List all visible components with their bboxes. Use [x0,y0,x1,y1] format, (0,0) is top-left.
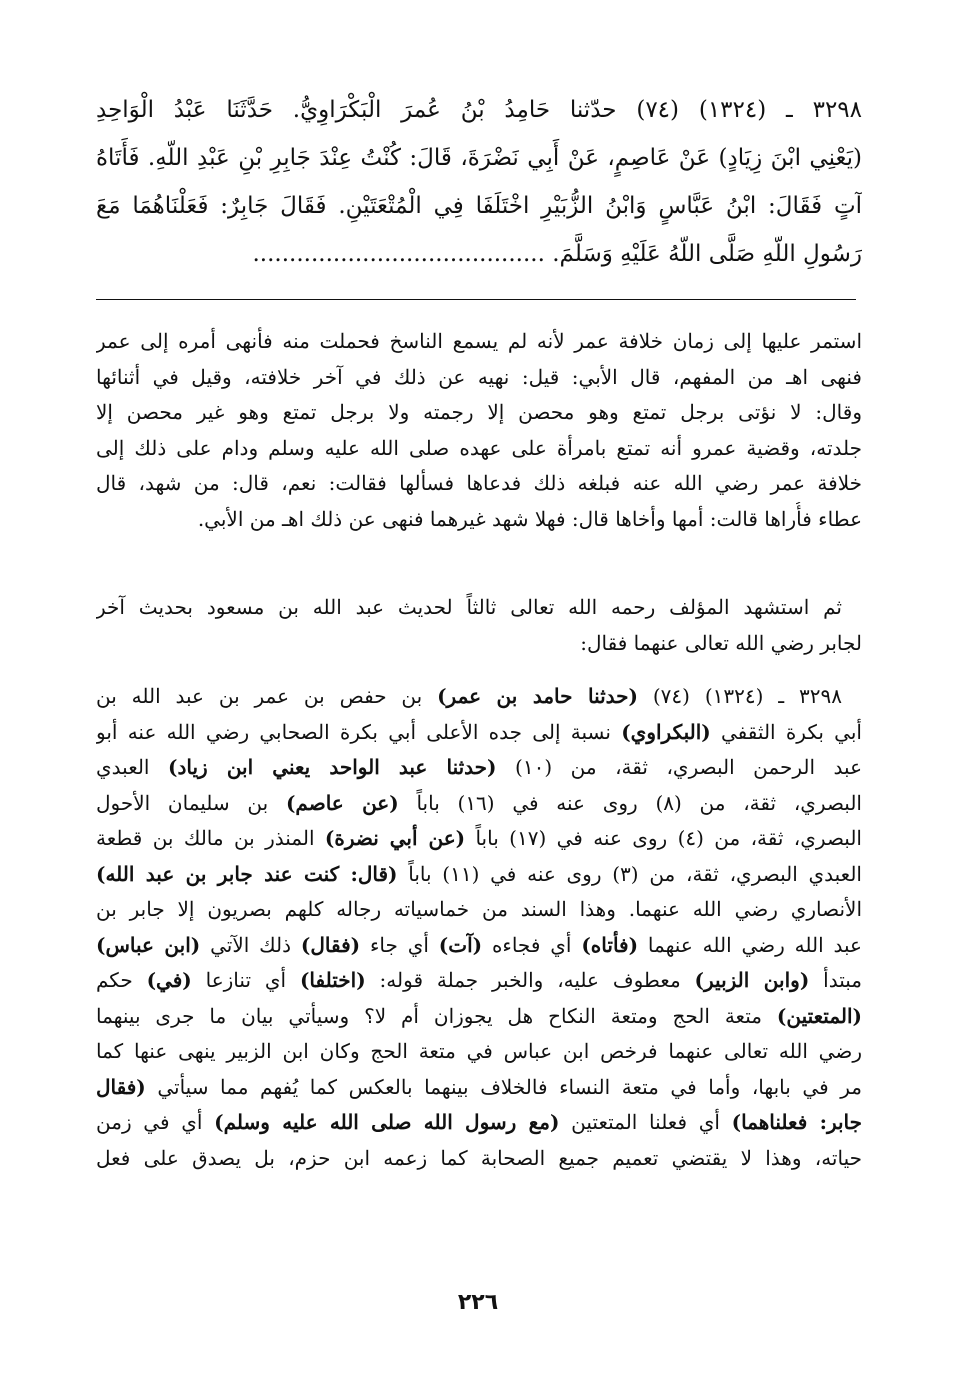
commentary-paragraph-3 [96,679,862,1176]
commentary-line [96,963,862,999]
text-run: البصري، ثقة، من (٨) روى عنه في (١٦) باباً [398,790,862,815]
commentary-line [96,679,862,715]
bold-quote: (مع رسول الله صلى الله عليه وسلم) [214,1110,560,1134]
text-run: معطوف عليه، والخبر جملة قوله: [365,968,695,992]
text-run: مر في بابها، وأما في متعة النساء فالخلاف بينهما بالعكس كما يُفهم مما سيأتي [145,1074,862,1099]
hadith-continuation-dots: ........................................ [252,241,545,267]
hadith-line [96,230,862,278]
bold-quote: (البكراوي) [621,719,711,744]
commentary-line [96,1141,862,1177]
text-run: أي جاء [360,932,439,957]
text-run: عبد الله رضي الله عنهما [638,932,862,957]
bold-quote: (فأتاه) [581,932,639,957]
bold-quote: (حدثنا عبد الواحد يعني ابن زياد) [168,755,497,779]
text-run: أي في زمن [96,1110,215,1134]
commentary-line [96,857,862,893]
commentary-line: استمر عليها إلى زمان خلافة عمر لأنه لم يسمع الناسخ فحملت منه فأنهى أمره إلى عمر [96,329,862,353]
commentary-line: عطاء فأُراها قالت: أمها وأخاها قال: فهلا شهد غيرهما فنهى عن ذلك اهـ من الأبي. [197,506,862,531]
bold-quote: (حدثنا حامد بن عمر) [437,684,638,708]
commentary-line: وقال: لا نؤتى برجل تمتع وهو محصن إلا رجمته ولا برجل تمتع وهو غير محصن إلا [96,400,862,424]
commentary-paragraph-1 [96,324,862,537]
text-run: أي فعلنا المتعتين [559,1110,732,1134]
bold-quote: (عن أبي نضرة) [324,826,466,850]
commentary-line [96,821,862,857]
bold-quote: (في) [146,968,192,992]
bold-quote: (آت) [438,932,483,957]
commentary-line: لجابر رضي الله تعالى عنهما فقال: [580,630,862,655]
text-run: حياته، وهذا لا يقتضي تعميم جميع الصحابة كما زعمه ابن حزم، بل يصدق على فعل [96,1145,862,1170]
commentary-paragraph-2 [96,590,862,661]
commentary-line [96,786,862,822]
bold-quote: (فقال) [300,932,361,957]
text-run: العبدي البصري، ثقة، من (٣) روى عنه في (١١) باباً [397,861,862,886]
text-run: أي فجاءه [482,932,582,957]
bold-quote: (فقال [96,1074,146,1099]
text-run: رضي الله تعالى عنهما فرخص ابن عباس في متعة الحج وكان ابن الزبير ينهى عنها كما [96,1039,862,1063]
text-run: مبتدأ [809,968,862,992]
commentary-line [96,715,862,751]
text-run: بن حفص بن عمر بن عبد الله بن [96,684,438,708]
hadith-line: (يَعْنِي ابْنَ زِيَادٍ) عَنْ عَاصِمٍ، عَنْ أَبِي نَضْرَةَ، قَالَ: كُنْتُ عِنْدَ جَابِرِ بْنِ عَبْدِ اللّهِ. فَأَتَاهُ [96,145,862,171]
hadith-line: آتٍ فَقَالَ: ابْنُ عَبَّاسٍ وَابْنُ الزُّبَيْرِ اخْتَلَفَا فِي الْمُتْعَتَيْنِ. فَقَالَ جَابِرٌ: فَعَلْنَاهُمَا مَعَ [96,193,862,219]
text-run: حكم [96,968,147,992]
commentary-line [96,999,862,1035]
commentary-line: ثم استشهد المؤلف رحمه الله تعالى ثالثاً لحديث عبد الله بن مسعود بحديث آخر [96,595,842,619]
commentary-line [96,1105,862,1141]
bold-quote: (اختلفا) [299,968,366,992]
text-run: متعة الحج ومتعة النكاح هل يجوزان أم لا؟ وسيأتي بيان ما جرى بينهما [96,1003,777,1028]
footnote-divider [96,299,856,300]
text-run: البصري، ثقة، من (٤) روى عنه في (١٧) باباً [465,826,862,850]
commentary-line: خلافة عمر رضي الله عنه فبلغه ذلك فدعاها فسألها فقالت: نعم، قال: من شهد، قال [96,471,862,495]
bold-quote: (قال: كنت عند جابر بن عبد الله) [96,861,398,886]
bold-quote: (ابن عباس) [96,932,201,957]
bold-quote: (وابن الزبير) [694,968,810,992]
text-run: ٣٢٩٨ ـ (١٣٢٤) (٧٤) [638,684,842,708]
text-run: العبدي [96,755,169,779]
page-number: ٢٢٦ [457,1290,499,1315]
commentary-line [96,892,862,928]
text-run: أبي بكرة الثقفي [710,719,862,744]
hadith-text [96,86,862,278]
commentary-line [96,1070,862,1106]
commentary-line: فنهى اهـ من المفهم، قال الأبي: قيل: نهيه عن ذلك في آخر خلافته، وقيل في أثنائها [96,364,862,389]
text-run: أي تنازعا [191,968,300,992]
text-run: الأنصاري رضي الله عنهما. وهذا السند من خماسياته رجاله كلهم بصريون إلا جابر بن [96,897,862,921]
bold-quote: (عن عاصم) [285,790,399,815]
commentary-line: جلدته، وقضية عمرو أنه تمتع بامرأة على عهده صلى الله عليه وسلم ودام على ذلك إلى [96,435,862,460]
text-run: ذلك الآتي [200,932,301,957]
hadith-line: ٣٢٩٨ ـ (١٣٢٤) (٧٤) حدّثنا حَامِدُ بْنُ عُمرَ الْبَكْرَاوِيُّ. حَدَّثَنَا عَبْدُ الْوَاحِدِ [96,97,862,123]
text-run: بن سليمان الأحول [96,790,286,815]
commentary-line [96,1034,862,1070]
commentary-line [96,928,862,964]
text-run: المنذر بن مالك بن قطعة [96,826,325,850]
bold-quote: (المتعتين) [776,1003,862,1028]
hadith-last-text: رَسُولِ اللّهِ صَلَّى اللّهُ عَلَيْهِ وَسَلَّمَ. [552,241,862,267]
text-run: عبد الرحمن البصري، ثقة، من (١٠) [496,755,862,779]
commentary-line [96,750,862,786]
bold-quote: جابر: فعلناهما) [731,1110,862,1134]
text-run: نسبة إلى جده الأعلى أبي بكرة الصحابي رضي الله عنه أبو [96,719,622,744]
